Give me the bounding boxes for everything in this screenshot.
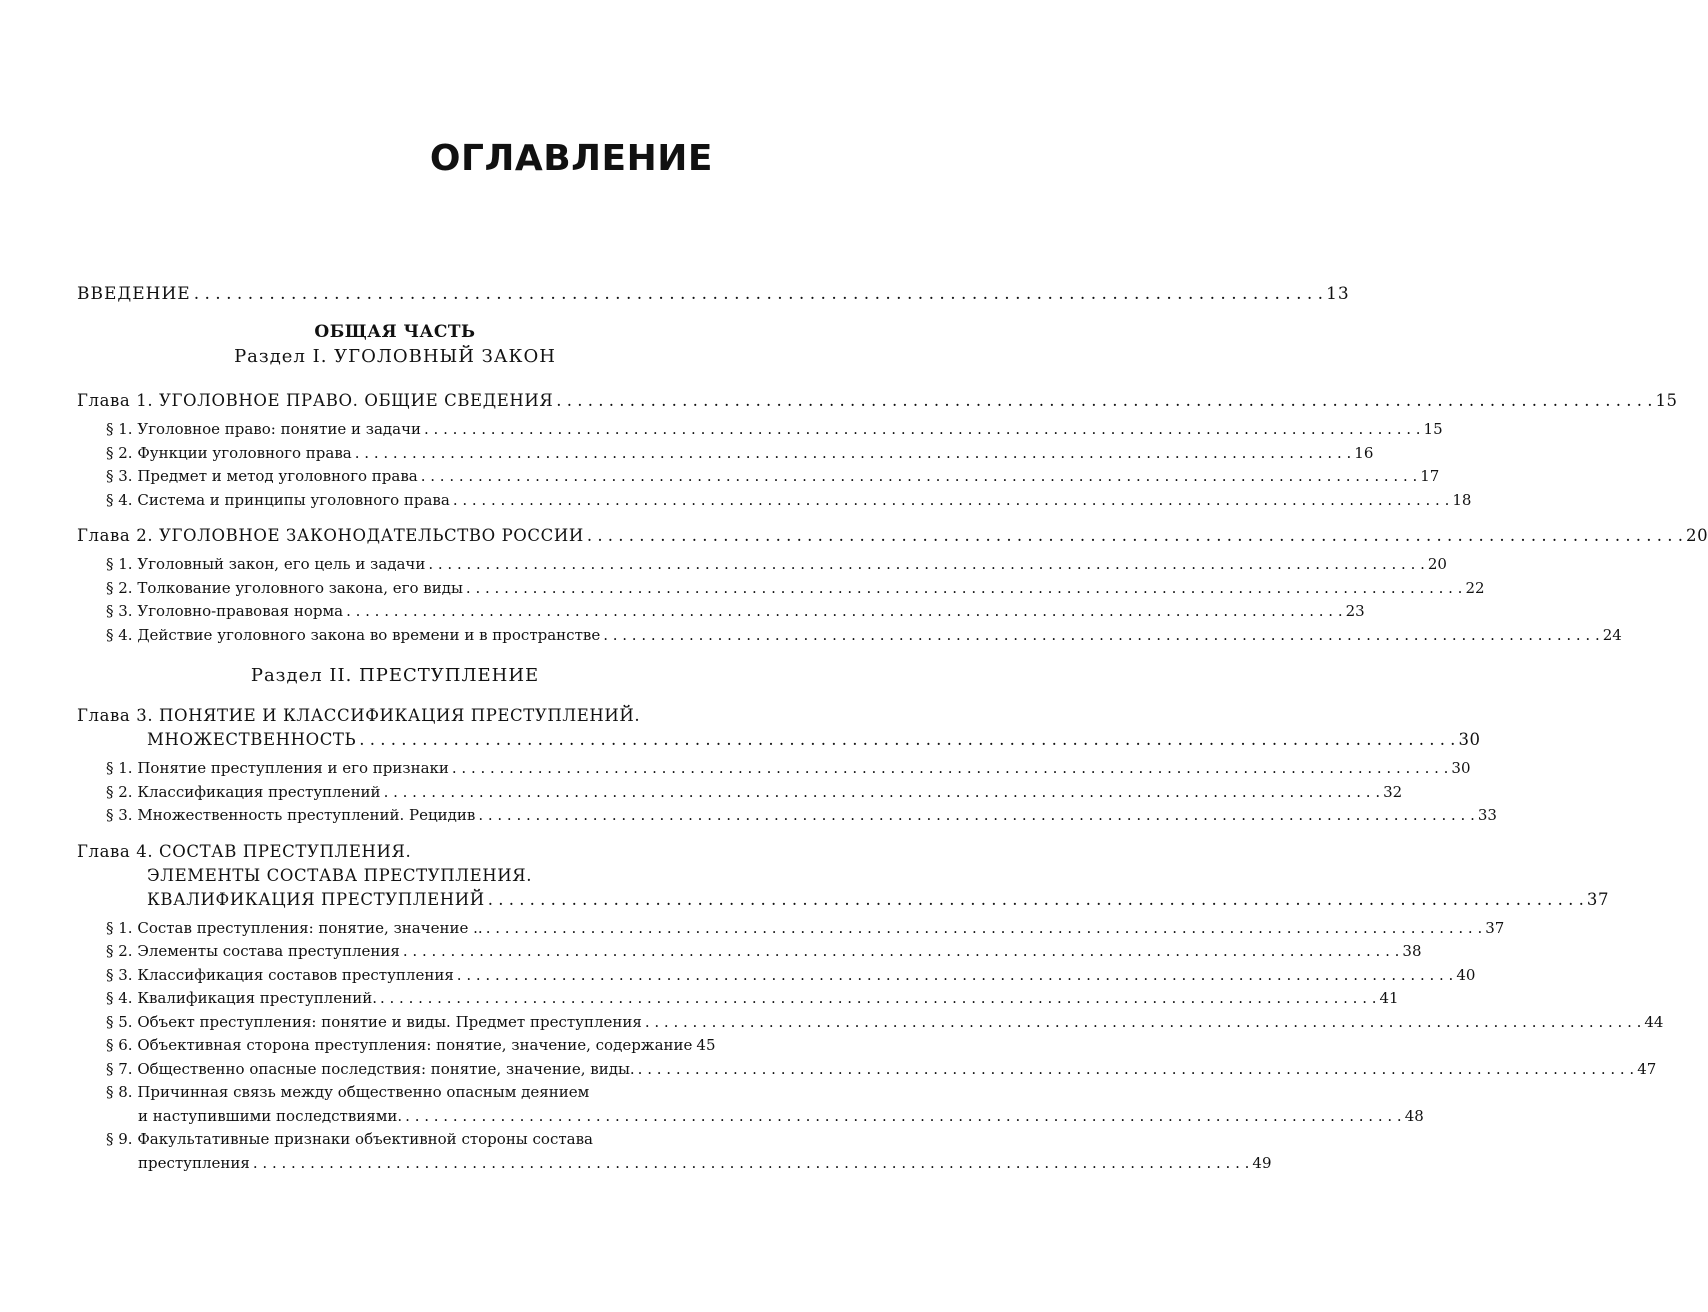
toc-paragraph[interactable]: [77, 553, 1447, 577]
chapter-page: 30: [1458, 730, 1481, 749]
table-of-contents: [77, 284, 1708, 1187]
paragraph-page: 41: [1379, 989, 1399, 1007]
paragraph-title: § 4. Квалификация преступлений.: [106, 989, 377, 1007]
dot-leader: [466, 577, 1463, 601]
toc-paragraph[interactable]: [77, 1128, 1272, 1175]
toc-paragraph[interactable]: [77, 940, 1422, 964]
paragraph-title: § 3. Предмет и метод уголовного права: [106, 467, 418, 485]
section-title: Раздел II. ПРЕСТУПЛЕНИЕ: [250, 665, 540, 686]
chapter-title: Глава 1. УГОЛОВНОЕ ПРАВО. ОБЩИЕ СВЕДЕНИЯ: [77, 391, 554, 410]
dot-leader: [384, 781, 1381, 805]
paragraph-title-line: преступления: [138, 1153, 250, 1172]
dot-leader: [421, 465, 1418, 489]
dot-leader: [359, 728, 1455, 752]
dot-leader: [194, 284, 1323, 304]
toc-paragraph[interactable]: [77, 964, 1476, 988]
paragraph-title: § 4. Действие уголовного закона во времени и в пространстве: [106, 625, 601, 644]
paragraph-page: 15: [1423, 420, 1443, 438]
paragraph-title: § 1. Понятие преступления и его признаки: [106, 759, 449, 777]
paragraph-title: § 7. Общественно опасные последствия: понятие, значение, виды.: [106, 1059, 635, 1078]
paragraph-title-line: и наступившими последствиями.: [138, 1106, 403, 1125]
dot-leader: [638, 1058, 1635, 1082]
paragraph-page: 23: [1345, 602, 1365, 620]
paragraph-page: 33: [1477, 806, 1497, 824]
dot-leader: [645, 1011, 1642, 1035]
chapter-title: Глава 2. УГОЛОВНОЕ ЗАКОНОДАТЕЛЬСТВО РОССИИ: [77, 526, 584, 545]
toc-paragraph[interactable]: [77, 804, 1497, 828]
dot-leader: [488, 888, 1584, 912]
paragraph-page: 32: [1383, 782, 1403, 801]
toc-chapter[interactable]: [77, 840, 1610, 912]
page-title: ОГЛАВЛЕНИЕ: [429, 138, 713, 179]
toc-paragraph[interactable]: [77, 600, 1365, 624]
dot-leader: [355, 442, 1352, 466]
toc-paragraph[interactable]: [77, 917, 1505, 941]
part-title: ОБЩАЯ ЧАСТЬ: [314, 322, 476, 342]
paragraph-page: 22: [1465, 578, 1485, 597]
toc-paragraph[interactable]: [77, 418, 1443, 442]
dot-leader: [424, 418, 1421, 442]
toc-paragraph[interactable]: [77, 624, 1622, 648]
dot-leader: [346, 600, 1343, 624]
paragraph-page: 40: [1456, 965, 1476, 984]
dot-leader: [380, 987, 1377, 1011]
paragraph-title: § 5. Объект преступления: понятие и виды. Предмет преступления: [106, 1012, 642, 1031]
paragraph-page: 38: [1402, 942, 1422, 960]
chapter-page: 20: [1686, 526, 1708, 545]
dot-leader: [453, 489, 1450, 513]
dot-leader: [452, 757, 1449, 781]
paragraph-title-line: § 8. Причинная связь между общественно опасным деянием: [106, 1083, 590, 1101]
section-title: Раздел I. УГОЛОВНЫЙ ЗАКОН: [234, 346, 556, 367]
toc-paragraph[interactable]: [77, 1011, 1664, 1035]
paragraph-page: 18: [1452, 490, 1472, 509]
paragraph-page: 24: [1602, 625, 1622, 644]
paragraph-title: § 3. Классификация составов преступления: [106, 965, 454, 984]
toc-paragraph[interactable]: [77, 442, 1374, 466]
dot-leader: [587, 524, 1683, 548]
paragraph-page: 30: [1451, 759, 1471, 777]
paragraph-title: § 2. Классификация преступлений: [106, 782, 381, 801]
chapter-group: [77, 389, 1678, 512]
chapter-title-line: Глава 3. ПОНЯТИЕ И КЛАССИФИКАЦИЯ ПРЕСТУПЛЕНИЙ.: [77, 706, 641, 725]
toc-paragraph[interactable]: [77, 577, 1485, 601]
dot-leader: [403, 940, 1400, 964]
paragraph-title: § 1. Уголовный закон, его цель и задачи: [106, 555, 426, 573]
dot-leader: [457, 964, 1454, 988]
dot-leader: [405, 1105, 1402, 1129]
toc-paragraph[interactable]: [77, 465, 1440, 489]
paragraph-title-line: § 9. Факультативные признаки объективной стороны состава: [106, 1130, 593, 1148]
paragraph-page: 20: [1427, 555, 1447, 573]
toc-entry-intro[interactable]: [77, 284, 1350, 304]
toc-chapter[interactable]: [77, 704, 1481, 752]
chapter-title-line: Глава 4. СОСТАВ ПРЕСТУПЛЕНИЯ.: [77, 841, 412, 861]
paragraph-title: § 2. Функции уголовного права: [106, 443, 352, 462]
paragraph-page: 47: [1637, 1059, 1657, 1078]
chapter-title-line: КВАЛИФИКАЦИЯ ПРЕСТУПЛЕНИЙ: [147, 889, 485, 909]
intro-label: ВВЕДЕНИЕ: [77, 284, 191, 304]
paragraph-title: § 2. Толкование уголовного закона, его виды: [106, 578, 463, 597]
toc-paragraph[interactable]: [77, 1058, 1657, 1082]
paragraph-title: § 1. Состав преступления: понятие, значение ..: [106, 918, 483, 937]
toc-paragraph[interactable]: [77, 781, 1403, 805]
toc-paragraph[interactable]: [77, 757, 1471, 781]
paragraph-page: 44: [1644, 1012, 1664, 1031]
paragraph-title: § 4. Система и принципы уголовного права: [106, 490, 450, 509]
chapter-page: 37: [1586, 889, 1610, 909]
paragraph-page: 17: [1420, 467, 1440, 485]
paragraph-page: 45: [696, 1036, 716, 1054]
dot-leader: [253, 1152, 1250, 1176]
intro-page: 13: [1326, 284, 1350, 304]
toc-paragraph[interactable]: [77, 489, 1472, 513]
dot-leader: [478, 804, 1475, 828]
paragraph-page: 48: [1404, 1106, 1424, 1125]
toc-chapter[interactable]: [77, 524, 1708, 548]
chapter-title-line: МНОЖЕСТВЕННОСТЬ: [147, 730, 357, 749]
paragraph-title: § 1. Уголовное право: понятие и задачи: [106, 420, 422, 438]
toc-paragraph[interactable]: [77, 1081, 1424, 1128]
chapter-title-line: ЭЛЕМЕНТЫ СОСТАВА ПРЕСТУПЛЕНИЯ.: [147, 865, 533, 885]
chapter-group: [77, 840, 1664, 1176]
paragraph-page: 16: [1354, 443, 1374, 462]
toc-paragraph[interactable]: [77, 1034, 716, 1058]
paragraph-title: § 3. Уголовно-правовая норма: [106, 602, 344, 620]
chapter-group: [77, 524, 1708, 647]
dot-leader: [428, 553, 1425, 577]
paragraph-page: 49: [1252, 1153, 1272, 1172]
toc-paragraph[interactable]: [77, 987, 1399, 1011]
paragraph-title: § 6. Объективная сторона преступления: понятие, значение, содержание: [106, 1036, 693, 1054]
paragraph-title: § 3. Множественность преступлений. Рецидив: [106, 806, 476, 824]
dot-leader: [556, 389, 1652, 413]
paragraph-page: 37: [1485, 918, 1505, 937]
chapter-page: 15: [1655, 391, 1678, 410]
paragraph-title: § 2. Элементы состава преступления: [106, 942, 400, 960]
dot-leader: [486, 917, 1483, 941]
dot-leader: [603, 624, 1600, 648]
toc-chapter[interactable]: [77, 389, 1678, 413]
chapter-group: [77, 704, 1497, 828]
